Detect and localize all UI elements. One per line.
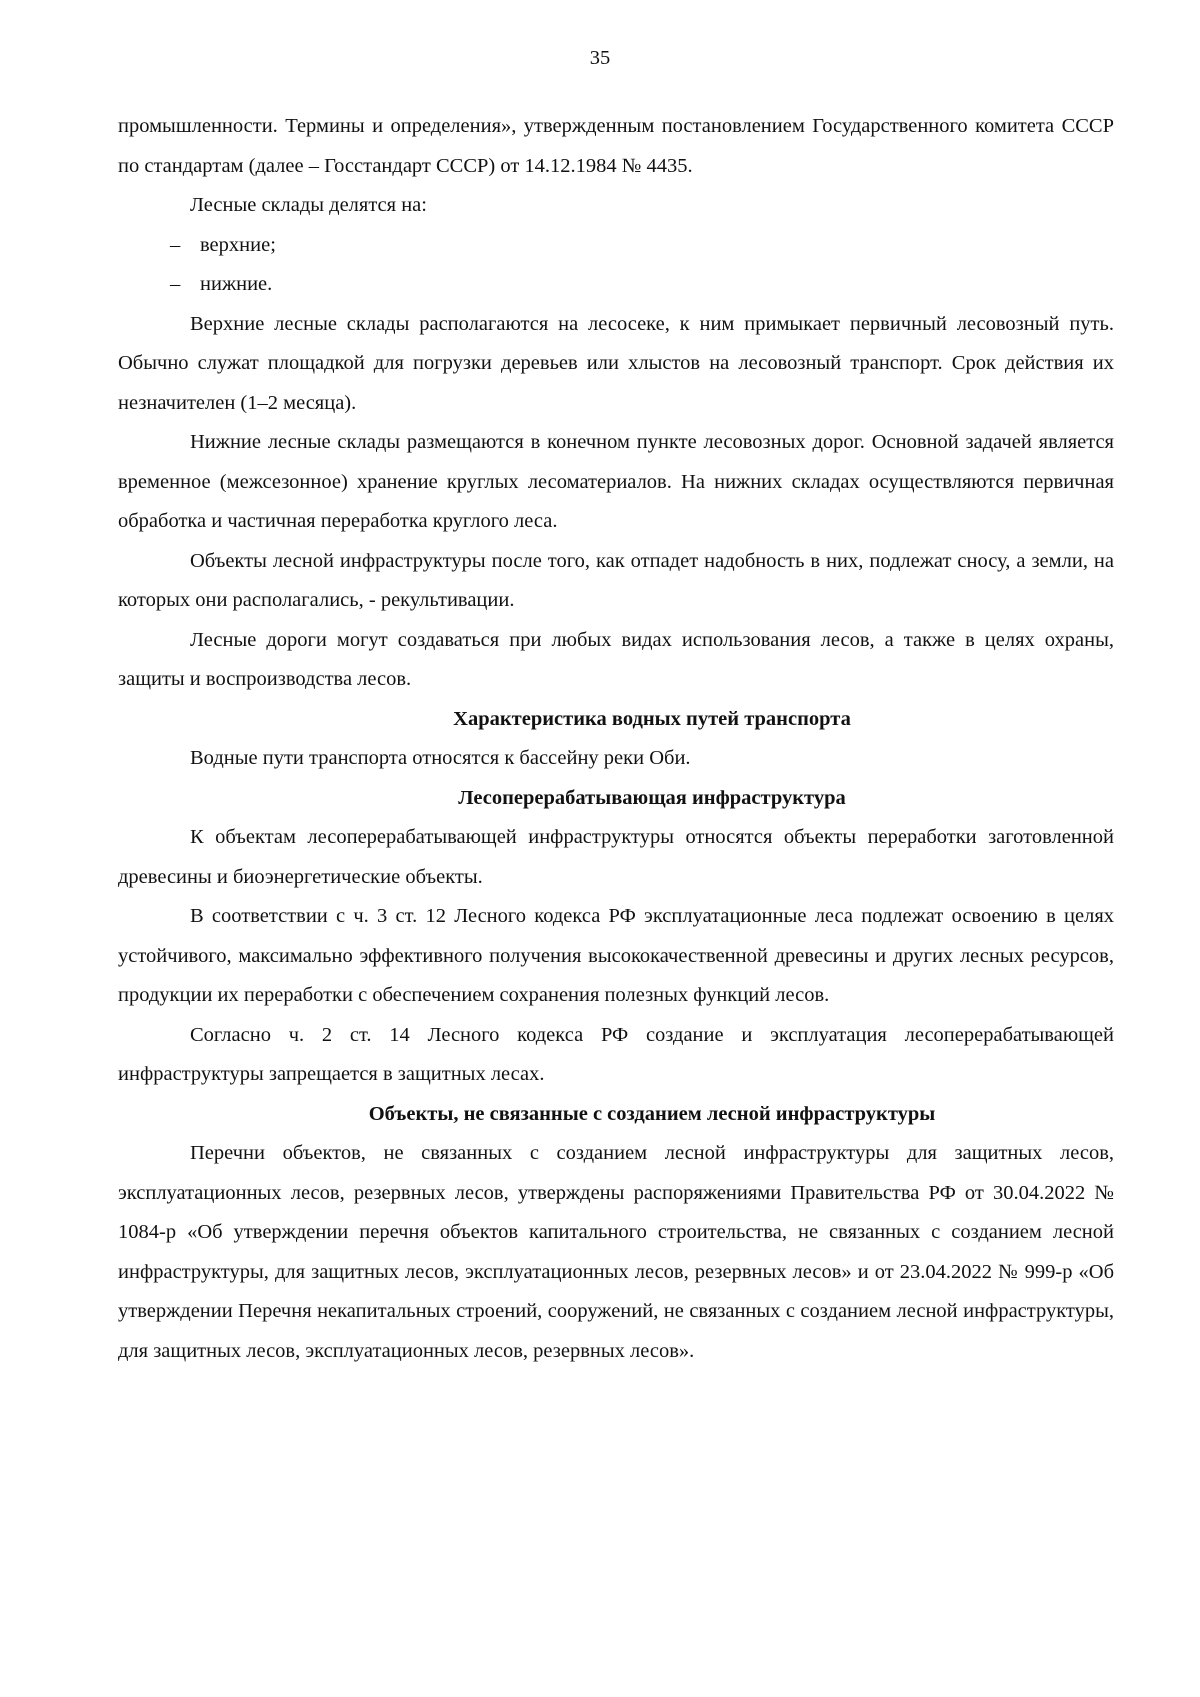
section-heading: Лесоперерабатывающая инфраструктура (458, 786, 846, 809)
document-body (118, 107, 1114, 1371)
section-heading: Характеристика водных путей транспорта (453, 707, 851, 730)
page-number: 35 (589, 47, 611, 69)
paragraph: Нижние лесные склады размещаются в конечном пункте лесовозных дорог. Основной задачей является временное (межсезонное) хранение круглых лесоматериалов. На нижних складах осуществляются первичная обработка и частичная переработка круглого леса. (118, 431, 1114, 532)
paragraph: В соответствии с ч. 3 ст. 12 Лесного кодекса РФ эксплуатационные леса подлежат освоению в целях устойчивого, максимально эффективного получения высококачественной древесины и других лесных ресурсов, продукции их переработки с обеспечением сохранения полезных функций лесов. (118, 905, 1114, 1006)
list-item (118, 265, 1114, 305)
paragraph: Согласно ч. 2 ст. 14 Лесного кодекса РФ создание и эксплуатация лесоперерабатывающей инфраструктуры запрещается в защитных лесах. (118, 1023, 1114, 1085)
dash-bullet: – (170, 233, 181, 256)
section-heading: Объекты, не связанные с созданием лесной инфраструктуры (368, 1102, 936, 1125)
paragraph: К объектам лесоперерабатывающей инфраструктуры относятся объекты переработки заготовленной древесины и биоэнергетические объекты. (118, 826, 1114, 888)
paragraph: промышленности. Термины и определения», утвержденным постановлением Государственного комитета СССР по стандартам (далее – Госстандарт СССР) от 14.12.1984 № 4435. (118, 115, 1114, 177)
paragraph: Лесные склады делятся на: (190, 194, 427, 216)
dash-bullet: – (170, 273, 181, 295)
list-item-text: верхние; (200, 233, 276, 256)
paragraph: Лесные дороги могут создаваться при любых видах использования лесов, а также в целях охраны, защиты и воспроизводства лесов. (118, 628, 1114, 690)
paragraph: Перечни объектов, не связанных с созданием лесной инфраструктуры для защитных лесов, эксплуатационных лесов, резервных лесов, утверждены распоряжениями Правительства РФ от 30.04.2022 № 1084-р «Об утверждении перечня объектов капитального строительства, не связанных с созданием лесной инфраструктуры, для защитных лесов, эксплуатационных лесов, резервных лесов» и от 23.04.2022 № 999-р «Об утверждении Перечня некапитальных строений, сооружений, не связанных с созданием лесной инфраструктуры, для защитных лесов, эксплуатационных лесов, резервных лесов». (118, 1142, 1114, 1362)
paragraph: Объекты лесной инфраструктуры после того, как отпадет надобность в них, подлежат сносу, а земли, на которых они располагались, - рекультивации. (118, 549, 1114, 611)
paragraph: Верхние лесные склады располагаются на лесосеке, к ним примыкает первичный лесовозный путь. Обычно служат площадкой для погрузки деревьев или хлыстов на лесовозный транспорт. Срок действия их незначителен (1–2 месяца). (118, 312, 1114, 414)
list-item-text: нижние. (200, 273, 273, 295)
paragraph: Водные пути транспорта относятся к бассейну реки Оби. (190, 747, 691, 769)
list-item (118, 226, 1114, 266)
